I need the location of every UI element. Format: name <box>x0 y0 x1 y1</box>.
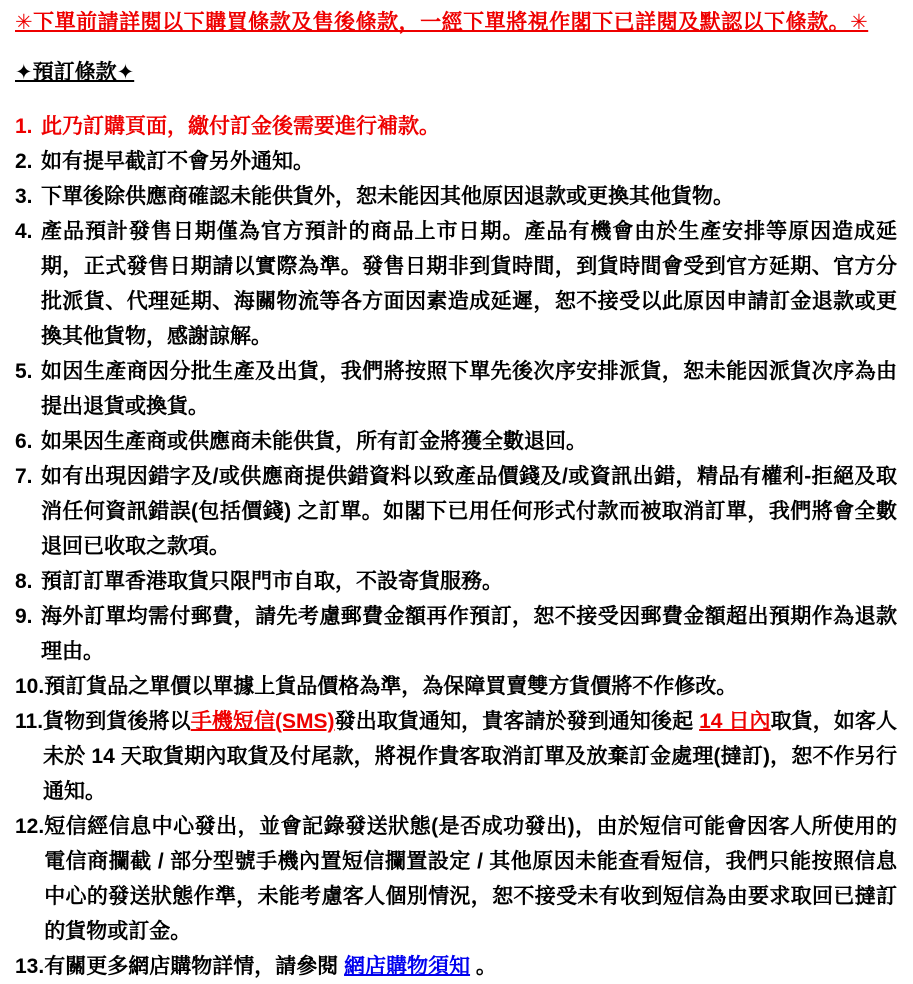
text-run: 短信經信息中心發出，並會記錄發送狀態(是否成功發出)，由於短信可能會因客人所使用的電信商攔截 / 部分型號手機內置短信攔置設定 / 其他原因未能查看短信，我們只能按照信息中心的發送狀態作準，未能考慮客人個別情況，恕不接受未有收到短信為由要求取回已撻訂的貨物或訂金。 <box>44 815 897 943</box>
text-run: 預訂訂單香港取貨只限門市自取，不設寄貨服務。 <box>41 570 503 593</box>
purchase-warning-heading: ✳下單前請詳閱以下購買條款及售後條款，一經下單將視作閣下已詳閱及默認以下條款。✳ <box>15 11 869 34</box>
preorder-terms-heading: ✦預訂條款✦ <box>15 61 135 84</box>
term-text <box>41 459 897 564</box>
term-number: 2. <box>15 150 33 173</box>
term-item <box>15 179 897 214</box>
term-number: 1. <box>15 115 33 138</box>
term-text <box>41 109 897 144</box>
term-number: 6. <box>15 430 33 453</box>
term-number: 3. <box>15 185 33 208</box>
term-text <box>41 179 897 214</box>
term-item <box>15 214 897 354</box>
shop-guide-link[interactable]: 網店購物須知 <box>344 955 471 978</box>
highlighted-text: 手機短信(SMS) <box>190 710 335 733</box>
text-run: 預訂貨品之單價以單據上貨品價格為準，為保障買賣雙方貨價將不作修改。 <box>44 675 738 698</box>
text-run: 此乃訂購頁面，繳付訂金後需要進行補款。 <box>41 115 440 138</box>
text-run: 發出取貨通知，貴客請於發到通知後起 <box>334 710 700 733</box>
text-run: 如因生產商因分批生產及出貨，我們將按照下單先後次序安排派貨，恕未能因派貨次序為由提出退貨或換貨。 <box>41 360 897 418</box>
term-text <box>44 669 897 704</box>
term-number: 8. <box>15 570 33 593</box>
term-item <box>15 599 897 669</box>
text-run: 如果因生產商或供應商未能供貨，所有訂金將獲全數退回。 <box>41 430 587 453</box>
term-item <box>15 354 897 424</box>
term-item <box>15 949 897 984</box>
term-text <box>41 599 897 669</box>
term-item <box>15 109 897 144</box>
term-number: 4. <box>15 220 33 243</box>
term-item <box>15 704 897 809</box>
term-text <box>44 949 897 984</box>
terms-list <box>15 109 897 984</box>
term-item <box>15 424 897 459</box>
term-item <box>15 459 897 564</box>
term-number: 9. <box>15 605 33 628</box>
highlighted-text: 14 日內 <box>699 710 771 733</box>
term-number: 11. <box>15 710 44 733</box>
text-run: 取貨，如客人未於 14 天取貨期內取貨及付尾款，將視作貴客取消訂單及放棄訂金處理(撻訂)，恕不作另行通知。 <box>43 710 898 803</box>
term-number: 10. <box>15 675 45 698</box>
text-run: 有關更多網店購物詳情，請參閱 <box>44 955 345 978</box>
text-run: 下單後除供應商確認未能供貨外，恕未能因其他原因退款或更換其他貨物。 <box>41 185 734 208</box>
term-item <box>15 669 897 704</box>
term-text <box>41 144 897 179</box>
text-run: 貨物到貨後將以 <box>43 710 191 733</box>
term-item <box>15 564 897 599</box>
term-number: 12. <box>15 815 45 838</box>
term-text <box>43 704 897 809</box>
term-number: 5. <box>15 360 33 383</box>
text-run: 海外訂單均需付郵費，請先考慮郵費金額再作預訂，恕不接受因郵費金額超出預期作為退款理由。 <box>41 605 897 663</box>
term-item <box>15 144 897 179</box>
term-text <box>41 354 897 424</box>
term-item <box>15 809 897 949</box>
term-text <box>44 809 897 949</box>
text-run: 產品預計發售日期僅為官方預計的商品上市日期。產品有機會由於生產安排等原因造成延期，正式發售日期請以實際為準。發售日期非到貨時間，到貨時間會受到官方延期、官方分批派貨、代理延期、海關物流等各方面因素造成延遲，恕不接受以此原因申請訂金退款或更換其他貨物，感謝諒解。 <box>41 220 897 348</box>
term-number: 7. <box>15 465 33 488</box>
term-text <box>41 214 897 354</box>
term-text <box>41 564 897 599</box>
term-text <box>41 424 897 459</box>
text-run: 如有出現因錯字及/或供應商提供錯資料以致產品價錢及/或資訊出錯，精品有權利-拒絕及取消任何資訊錯誤(包括價錢) 之訂單。如閣下已用任何形式付款而被取消訂單，我們將會全數退回已收取之款項。 <box>41 465 897 558</box>
term-number: 13. <box>15 955 45 978</box>
text-run: 。 <box>470 955 497 978</box>
text-run: 如有提早截訂不會另外通知。 <box>41 150 314 173</box>
